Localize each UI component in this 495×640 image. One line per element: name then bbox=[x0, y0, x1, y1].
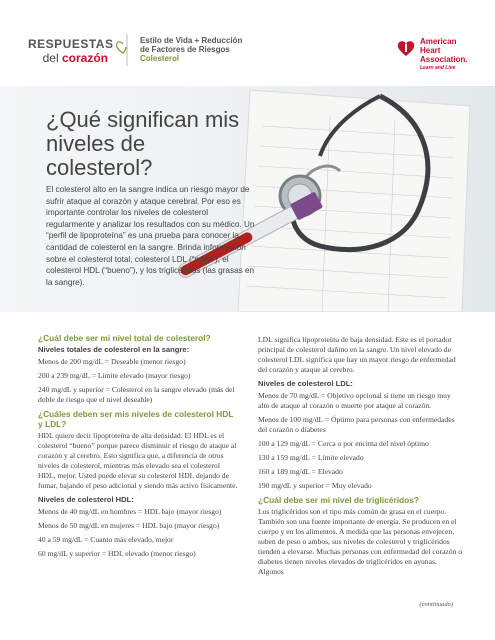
ldl-paragraph: LDL significa lipoproteína de baja densidad. Este es el portador principal de colesterol dañino en la sangre. Un nivel elevado de colesterol LDL significa que hay un mayor riesgo de enfermedad del corazón y ataque al cerebro. bbox=[258, 335, 456, 374]
intro-paragraph: El colesterol alto en la sangre indica un riesgo mayor de sufrir ataque al corazón y ataque cerebral. Por eso es importante controlar los niveles de colesterol regularmente y analizar los resultados con su médico. Un “perfil de lipoproteína” es una prueba para conocer la cantidad de colesterol en la sangre. Brinda información sobre el colesterol total, colesterol LDL (“malo”), el colesterol HDL (“bueno”), y los triglicéridos (las grasas en la sangre). bbox=[46, 185, 255, 287]
heart-divider-icon bbox=[114, 34, 132, 66]
aha-heart-torch-icon bbox=[396, 38, 416, 58]
hdl-paragraph: HDL quiere decir lipoproteína de alta densidad. El HDL es el colesterol “bueno” porque parece disminuir el riesgo de ataque al corazón y al cerebro. Esto significa que, a diferencia de otros niveles de colesterol, mientras más elevado sea el colesterol HDL, mejor. Usted puede elevar su colesterol HDL dejando de fumar, bajando el peso adicional y siendo más activo físicamente. bbox=[38, 431, 238, 490]
hdl-level-1: Menos de 40 mg/dL en hombres = HDL bajo (mayor riesgo) bbox=[38, 507, 222, 516]
brand-line2 bbox=[28, 51, 108, 65]
program-title bbox=[140, 36, 280, 63]
page-title: ¿Qué significan mis niveles de colesterol? bbox=[46, 107, 240, 180]
hdl-level-2: Menos de 50 mg/dL en mujeres = HDL bajo (mayor riesgo) bbox=[38, 521, 220, 530]
ldl-level-3: 100 a 129 mg/dL = Cerca o por encima del nivel óptimo bbox=[258, 439, 429, 448]
org-line3: Association. bbox=[420, 55, 468, 64]
org-line2: Heart bbox=[420, 46, 441, 55]
program-line1: Estilo de Vida + Reducción bbox=[140, 36, 243, 45]
program-line3: Colesterol bbox=[140, 54, 180, 63]
ldl-level-6: 190 mg/dL y superior = Muy elevado bbox=[258, 481, 372, 490]
right-column bbox=[258, 335, 464, 581]
ldl-level-4: 130 a 159 mg/dL = Límite elevado bbox=[258, 453, 364, 462]
subheading-ldl-levels: Niveles de colesterol LDL: bbox=[258, 379, 353, 388]
respuestas-logo bbox=[28, 37, 114, 65]
aha-logo-text bbox=[420, 37, 468, 73]
left-column bbox=[38, 333, 238, 563]
total-level-2: 200 a 239 mg/dL = Límite elevado (mayor riesgo) bbox=[38, 371, 191, 380]
hdl-level-4: 60 mg/dL y superior = HDL elevado (menor riesgo) bbox=[38, 549, 196, 558]
triglycerides-paragraph: Los triglicéridos son el tipo más común de grasa en el cuerpo. También son una fuente importante de energía. Se producen en el cuerpo y en los alimentos. A medida que las personas envejecen, suben de peso o ambos, sus niveles de colesterol y triglicéridos tienden a elevarse. Muchas personas con enfermedad del corazón o diabetes tienen niveles elevados de triglicéridos en ayunas. Algunos bbox=[258, 507, 463, 576]
heading-total-cholesterol: ¿Cuál debe ser mi nivel total de colesterol? bbox=[38, 333, 211, 343]
hdl-level-3: 40 a 59 mg/dL = Cuanto más elevado, mejor bbox=[38, 535, 174, 544]
heading-triglycerides: ¿Cuál debe ser mi nivel de triglicéridos? bbox=[258, 495, 420, 505]
brand-line2-accent: corazón bbox=[61, 51, 108, 65]
program-line2: de Factores de Riesgos bbox=[140, 45, 230, 54]
brand-line1: RESPUESTAS bbox=[28, 37, 114, 51]
heading-hdl-ldl: ¿Cuáles deben ser mis niveles de colesterol HDL y LDL? bbox=[38, 409, 234, 429]
total-level-3: 240 mg/dL y superior = Colesterol en la sangre elevado (más del doble de riesgo que el nivel deseable) bbox=[38, 385, 235, 404]
subheading-total-levels: Niveles totales de colesterol en la sangre: bbox=[38, 345, 190, 354]
org-line1: American bbox=[420, 37, 457, 46]
page-header bbox=[0, 0, 495, 86]
ldl-level-1: Menos de 70 mg/dL = Objetivo opcional si tiene un riesgo muy alto de ataque al corazón o muerte por ataque al corazón. bbox=[258, 391, 451, 410]
ldl-level-2: Menos de 100 mg/dL = Óptimo para personas con enfermedades del corazón o diabetes bbox=[258, 415, 455, 434]
total-level-1: Menos de 200 mg/dL = Deseable (menor riesgo) bbox=[38, 357, 186, 366]
org-tagline: Learn and Live bbox=[420, 65, 456, 71]
continued-note: (continuado) bbox=[419, 601, 453, 608]
subheading-hdl-levels: Niveles de colesterol HDL: bbox=[38, 495, 134, 504]
ldl-level-5: 160 a 189 mg/dL = Elevado bbox=[258, 467, 343, 476]
brand-line2-pre: del bbox=[42, 51, 62, 65]
